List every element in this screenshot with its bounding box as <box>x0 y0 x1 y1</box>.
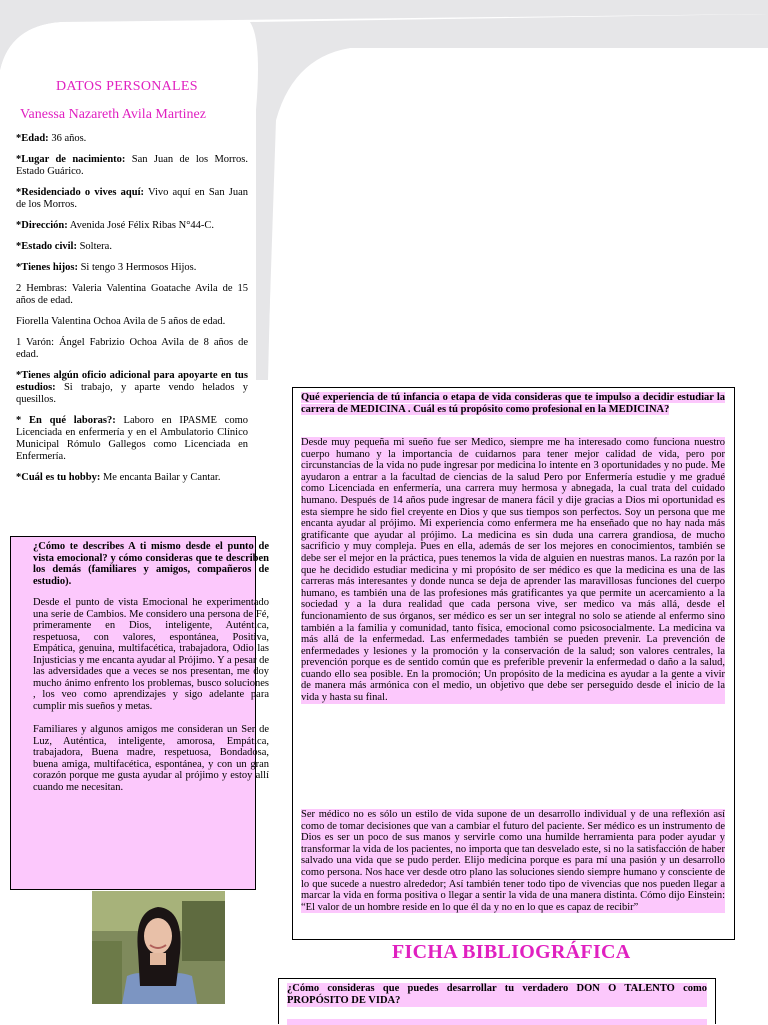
datos-item: *Lugar de nacimiento: San Juan de los Morros. Estado Guárico. <box>16 154 249 177</box>
datos-personales-title: DATOS PERSONALES <box>56 79 198 94</box>
datos-item: *Edad: 36 años. <box>16 133 87 144</box>
datos-item: *Dirección: Avenida José Félix Ribas N°44-C. <box>16 220 215 231</box>
datos-item: *Tienes algún oficio adicional para apoyarte en tus estudios: Si trabajo, y aparte vendo helados y quesillos. <box>16 370 248 405</box>
emotional-paragraph: Desde el punto de vista Emocional he experimentado una serie de Cambios. Me considero una persona de Fé, primeramente en Dios, inteligente, Auténtica, respetuosa, con valores, espontánea, Positiva, Empática, genuina, multifacética, trabajadora, Odio las Injusticias y me encanta ayudar al Prójimo. Y a pesar de las adversidades que a veces se nos presentan, me doy mucho ánimo enfrento los problemas, busco soluciones , los veo como aprendizajes y sigo adelante para cumplir mis sueños y metas. <box>33 597 269 712</box>
datos-item: *Estado civil: Soltera. <box>16 241 112 252</box>
don-answer-cutoff <box>287 1019 707 1025</box>
don-box <box>278 978 716 1024</box>
person-name: Vanessa Nazareth Avila Martinez <box>20 107 206 122</box>
datos-list <box>16 133 248 493</box>
datos-item: *Tienes hijos: Si tengo 3 Hermosos Hijos. <box>16 262 197 273</box>
experience-paragraph: Desde muy pequeña mi sueño fue ser Medico, siempre me ha interesado como funciona nuestro cuerpo humano y la importancia de cuidarnos para tener mejor calidad de vida, pero por circunstancias de la vida no pude ingresar por medicina lo intente en 3 oportunidades y no pude. Me ayudaron a entrar a la facultad de ciencias de la salud Pero por Enfermería estudie y me gradué como Licenciada en enfermería, una carrera muy hermosa y abnegada, la cual trata del cuidado humano. Después de 14 años pude ingresar de manera fácil y dije gracias a Dios mi oportunidad es esta siempre he sido fiel creyente en Dios y que sus tiempos son perfectos. Soy un persona que me encanta ayudar al prójimo. Mi experiencia como enfermera me ha enseñado que no hay nada más gratificante que ayudar al prójimo. La medicina es sin duda una carrera grandiosa, de mucho sacrificio y muy compleja. Pues en ella, además de ser los mejores en conocimientos, también se debe ser el mejor en la práctica, pues tenemos la vida de alguien en nuestras manos. La razón por la que he decidido estudiar medicina y mi propósito de ser médico es que la medicina es una de las carreras más interesantes y donde nunca se deja de aprender las maravillosas funciones del cuerpo humano, es también una de las profesiones más gratificantes ya que permite un acercamiento a la sociedad y a la dura realidad que cada persona vive, ser medico va más allá, desde el funcionamiento de sus órganos, ser médico es ser un ser integral no solo se atiende al enfermo sino también a la familia y comunidad, tanto física, emocional como psicosocialmente. La medicina va más allá de la enfermedad. Las enfermedades también se pueden prevenir. La prevención de enfermedades y lesiones y la promoción y la conservación de la salud; son valores centrales, la prevención porque es de sentido común que es preferible prevenir la enfermedad o daño a la salud, cuando ello sea posible. En la promoción; Un propósito de la medicina es ayudar a la gente a vivir de manera más armónica con el medio, un objetivo que debe ser perseguido desde el inicio de la vida y hasta su final. <box>301 437 725 704</box>
experience-question: Qué experiencia de tú infancia o etapa de vida consideras que te impulso a decidir estudiar la carrera de MEDICINA . Cuál es tú propósito como profesional en la MEDICINA? <box>301 392 725 415</box>
datos-item: *Residenciado o vives aquí: Vivo aquí en San Juan de los Morros. <box>16 187 249 210</box>
profile-photo-image <box>92 891 225 1004</box>
datos-item: * En qué laboras?: Laboro en IPASME como Licenciada en enfermería y en el Ambulatorio Clínico Municipal Rómulo Gallegos como Licenciada en Enfermería. <box>16 415 249 462</box>
datos-item: 2 Hembras: Valeria Valentina Goatache Avila de 15 años de edad. <box>16 283 248 306</box>
ficha-bibliografica-title: FICHA BIBLIOGRÁFICA <box>392 941 631 963</box>
don-question: ¿Cómo consideras que puedes desarrollar tu verdadero DON O TALENTO como PROPÓSITO DE VIDA? <box>287 983 707 1006</box>
emotional-box <box>10 536 269 890</box>
experience-box <box>292 387 735 940</box>
datos-item: Fiorella Valentina Ochoa Avila de 5 años de edad. <box>16 316 226 327</box>
emotional-paragraph: Familiares y algunos amigos me consideran un Ser de Luz, Auténtica, inteligente, amorosa, Empática, trabajadora, Buena madre, respetuosa, Bondadosa, buena amiga, multifacética, espontánea, y con un gran corazón porque me gusta ayudar al prójimo y estoy allí cuando me necesitan. <box>33 724 269 793</box>
profile-photo <box>92 891 225 1004</box>
datos-item: *Cuál es tu hobby: Me encanta Bailar y Cantar. <box>16 472 221 483</box>
datos-item: 1 Varón: Ángel Fabrizio Ochoa Avila de 8 años de edad. <box>16 337 248 360</box>
emotional-question: ¿Cómo te describes A ti mismo desde el punto de vista emocional? y cómo consideras que te describen los demás (familiares y amigos, compañeros de estudio). <box>33 541 269 587</box>
experience-paragraph: Ser médico no es sólo un estilo de vida supone de un desarrollo individual y de una reflexión así como de tomar decisiones que van a cambiar el futuro del paciente. Ser médico es un instrumento de Dios es ser un poco de sus manos y servirle como una humilde herramienta para poder ayudar y transformar la vida de los pacientes, no importa que tan desvelado este, si no la satisfacción de haber salvado una vida que se pudo perder. Elijo medicina porque es para mí una pasión y un desarrollo como persona. Nos hace ver desde otro plano las soluciones siendo siempre humano y consciente de lo que sucede a nuestro alrededor; Así también tener todo tipo de vivencias que nos pueden llegar a marcar la vida en forma positiva o llegar a sentir la vida de una manera distinta. Cómo dijo Einstein: “El valor de un hombre reside en lo que él da y no en lo que es capaz de recibir” <box>301 809 725 913</box>
